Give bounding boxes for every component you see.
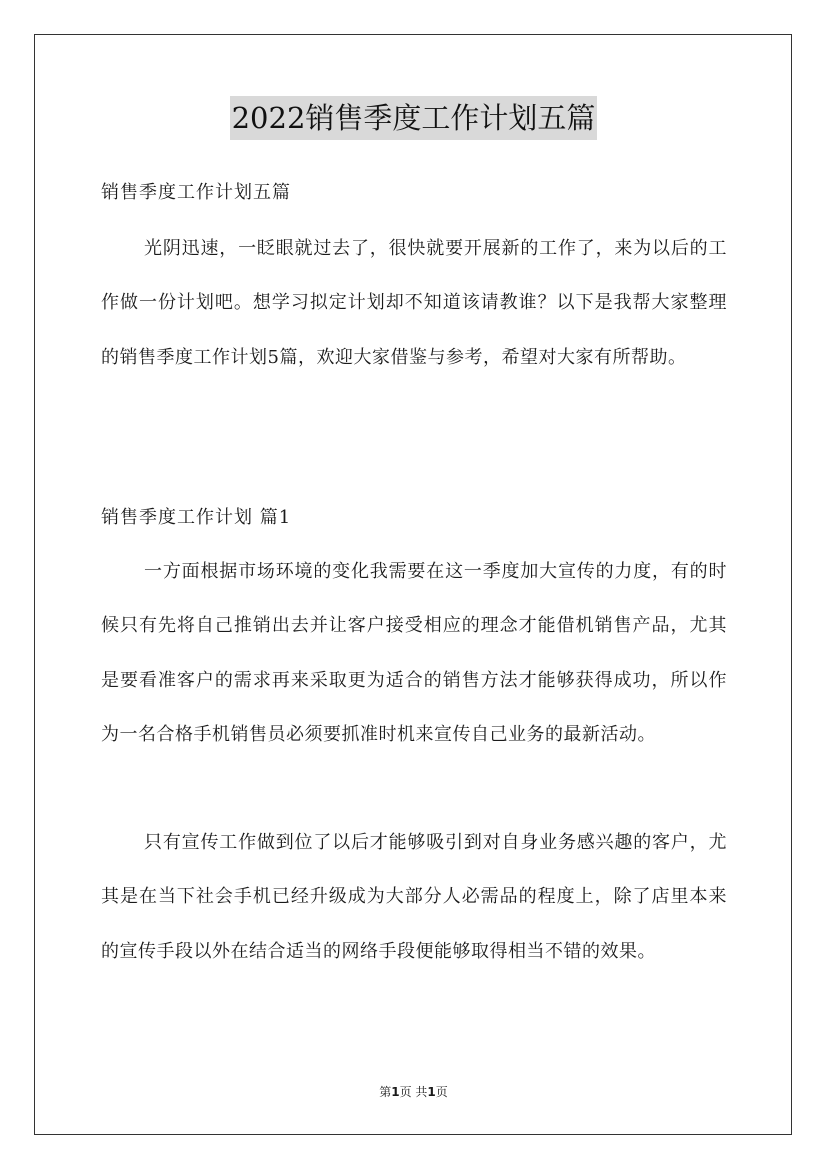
title-container <box>0 96 827 140</box>
page-footer <box>0 1083 827 1100</box>
document-subtitle: 销售季度工作计划五篇 <box>101 182 291 203</box>
footer-suffix: 页 <box>435 1085 448 1099</box>
intro-paragraph: 光阴迅速，一眨眼就过去了，很快就要开展新的工作了，来为以后的工作做一份计划吧。想学习拟定计划却不知道该请教谁？以下是我帮大家整理的销售季度工作计划5篇，欢迎大家借鉴与参考，希望对大家有所帮助。 <box>101 238 727 368</box>
footer-current-page: 1 <box>391 1085 400 1099</box>
footer-total-pages: 1 <box>427 1085 436 1099</box>
section-paragraph-1: 一方面根据市场环境的变化我需要在这一季度加大宣传的力度，有的时候只有先将自己推销出去并让客户接受相应的理念才能借机销售产品，尤其是要看准客户的需求再来采取更为适合的销售方法才能够获得成功，所以作为一名合格手机销售员必须要抓准时机来宣传自己业务的最新活动。 <box>101 561 727 745</box>
footer-mid: 页 共 <box>399 1085 428 1099</box>
footer-prefix: 第 <box>379 1085 392 1099</box>
section-heading: 销售季度工作计划 篇1 <box>101 507 292 528</box>
section-paragraph-2: 只有宣传工作做到位了以后才能够吸引到对自身业务感兴趣的客户，尤其是在当下社会手机已经升级成为大部分人必需品的程度上，除了店里本来的宣传手段以外在结合适当的网络手段便能够取得相当不错的效果。 <box>101 832 727 962</box>
document-title: 2022销售季度工作计划五篇 <box>230 96 598 140</box>
